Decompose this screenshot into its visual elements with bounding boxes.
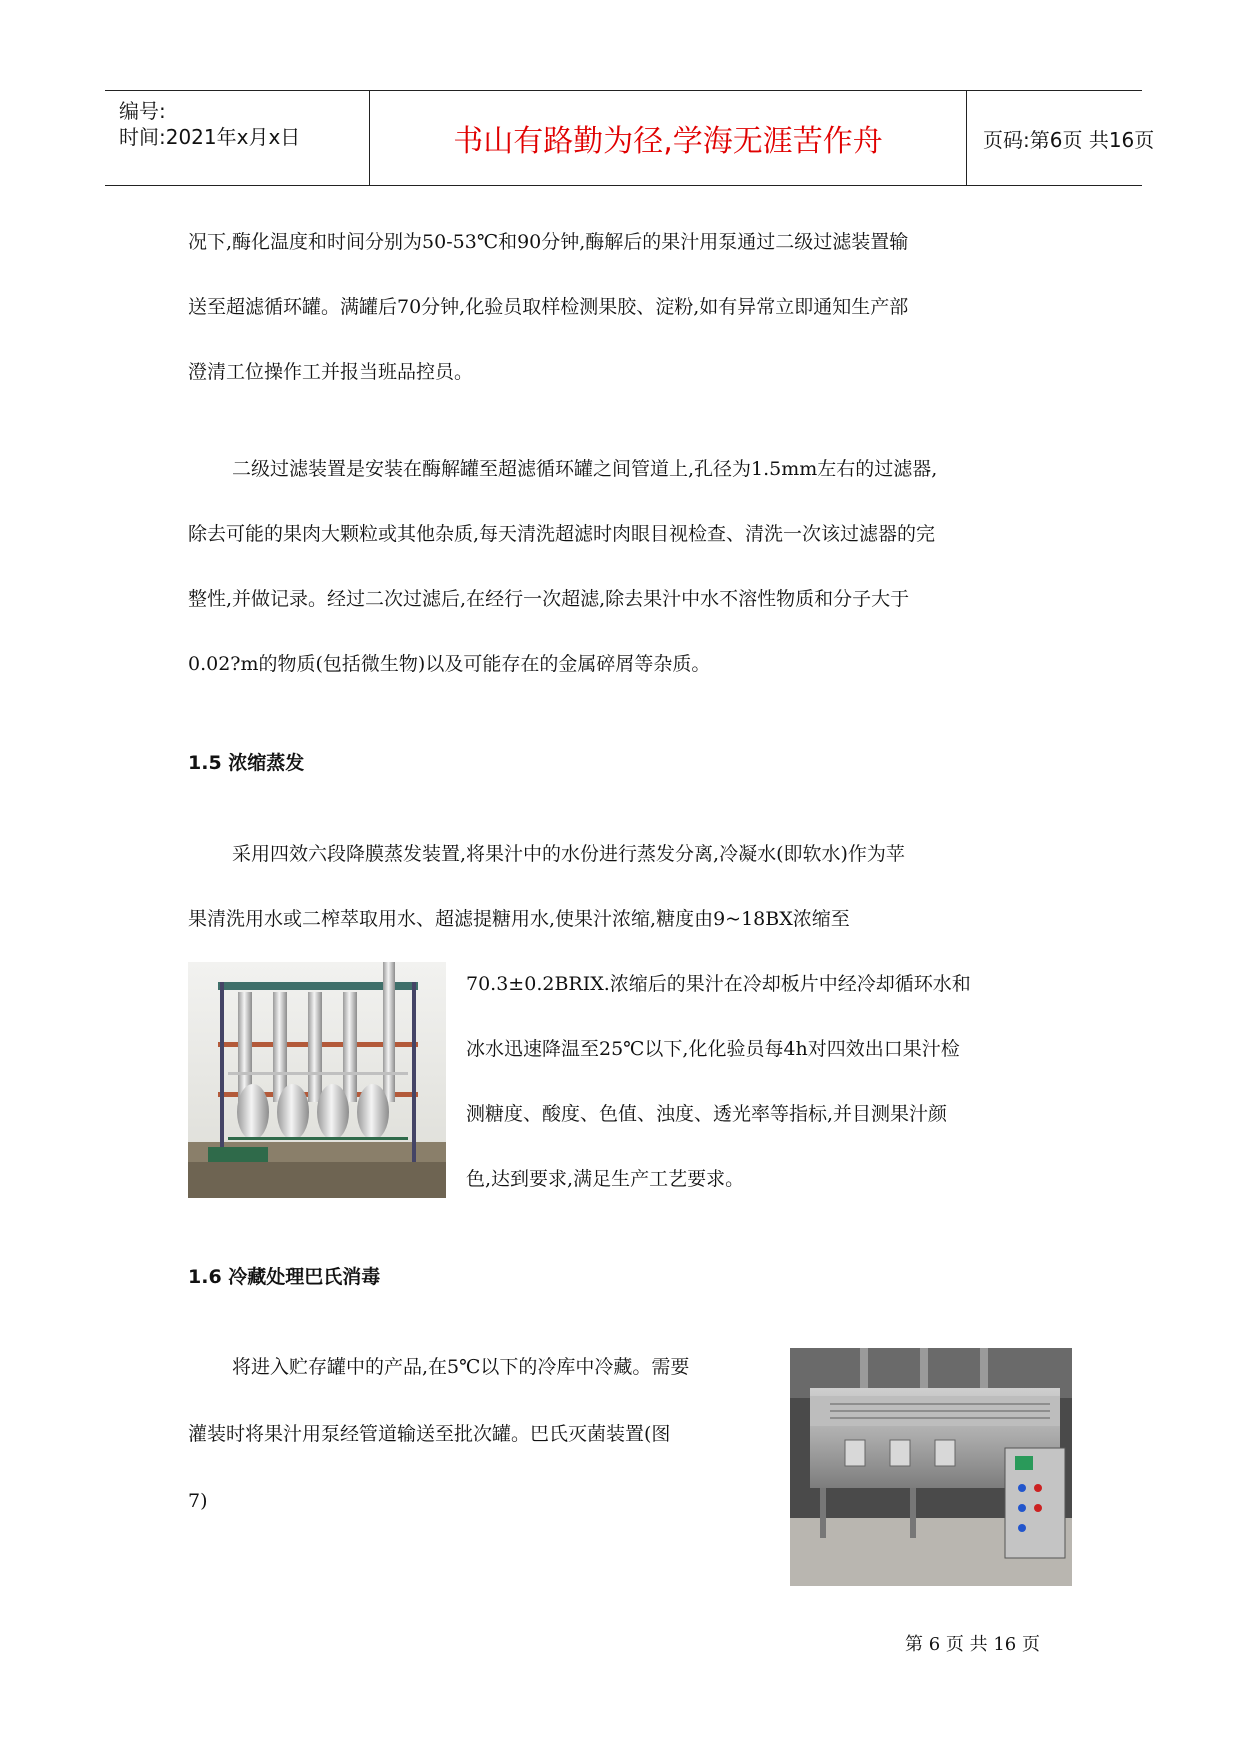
text-line: 将进入贮存罐中的产品,在5℃以下的冷库中冷藏。需要 (232, 1356, 690, 1378)
text-line: 二级过滤装置是安装在酶解罐至超滤循环罐之间管道上,孔径为1.5mm左右的过滤器, (232, 458, 938, 480)
text-line: 冰水迅速降温至25℃以下,化化验员每4h对四效出口果汁检 (466, 1038, 960, 1060)
evaporator-illustration (188, 962, 446, 1198)
serial-label: 编号: (119, 99, 166, 123)
paragraph-1 (188, 210, 1068, 405)
text-line: 测糖度、酸度、色值、浊度、透光率等指标,并目测果汁颜 (466, 1103, 948, 1125)
paragraph-3 (188, 822, 1068, 952)
text-line: 7) (188, 1490, 208, 1512)
header-page-code: 页码:第6页 共16页 (983, 127, 1155, 152)
text-line: 采用四效六段降膜蒸发装置,将果汁中的水份进行蒸发分离,冷凝水(即软水)作为苹 (232, 843, 905, 865)
page-header (105, 90, 1155, 186)
text-line: 果清洗用水或二榨萃取用水、超滤提糖用水,使果汁浓缩,糖度由9~18BX浓缩至 (188, 908, 850, 930)
text-line: 除去可能的果肉大颗粒或其他杂质,每天清洗超滤时肉眼目视检查、清洗一次该过滤器的完 (188, 523, 936, 545)
text-line: 70.3±0.2BRIX.浓缩后的果汁在冷却板片中经冷却循环水和 (466, 973, 971, 995)
evaporator-photo (188, 962, 446, 1198)
paragraph-3-wrap (466, 952, 1066, 1212)
text-line: 况下,酶化温度和时间分别为50-53℃和90分钟,酶解后的果汁用泵通过二级过滤装置输 (188, 231, 909, 253)
section-heading-1-5: 1.5 浓缩蒸发 (188, 752, 305, 774)
paragraph-4 (188, 1334, 748, 1535)
text-line: 送至超滤循环罐。满罐后70分钟,化验员取样检测果胶、淀粉,如有异常立即通知生产部 (188, 296, 909, 318)
text-line: 色,达到要求,满足生产工艺要求。 (466, 1168, 745, 1190)
text-line: 0.02?m的物质(包括微生物)以及可能存在的金属碎屑等杂质。 (188, 653, 711, 675)
page-footer: 第 6 页 共 16 页 (905, 1634, 1040, 1655)
time-label: 时间:2021年x月x日 (119, 125, 301, 149)
text-line: 灌装时将果汁用泵经管道输送至批次罐。巴氏灭菌装置(图 (188, 1423, 671, 1445)
header-meta (105, 91, 369, 185)
text-line: 整性,并做记录。经过二次过滤后,在经行一次超滤,除去果汁中水不溶性物质和分子大于 (188, 588, 910, 610)
paragraph-2 (188, 437, 1068, 697)
text-line: 澄清工位操作工并报当班品控员。 (188, 361, 474, 383)
header-motto: 书山有路勤为径,学海无涯苦作舟 (453, 124, 883, 159)
section-heading-1-6: 1.6 冷藏处理巴氏消毒 (188, 1266, 381, 1288)
pasteurizer-illustration (790, 1348, 1072, 1586)
pasteurizer-photo (790, 1348, 1072, 1586)
